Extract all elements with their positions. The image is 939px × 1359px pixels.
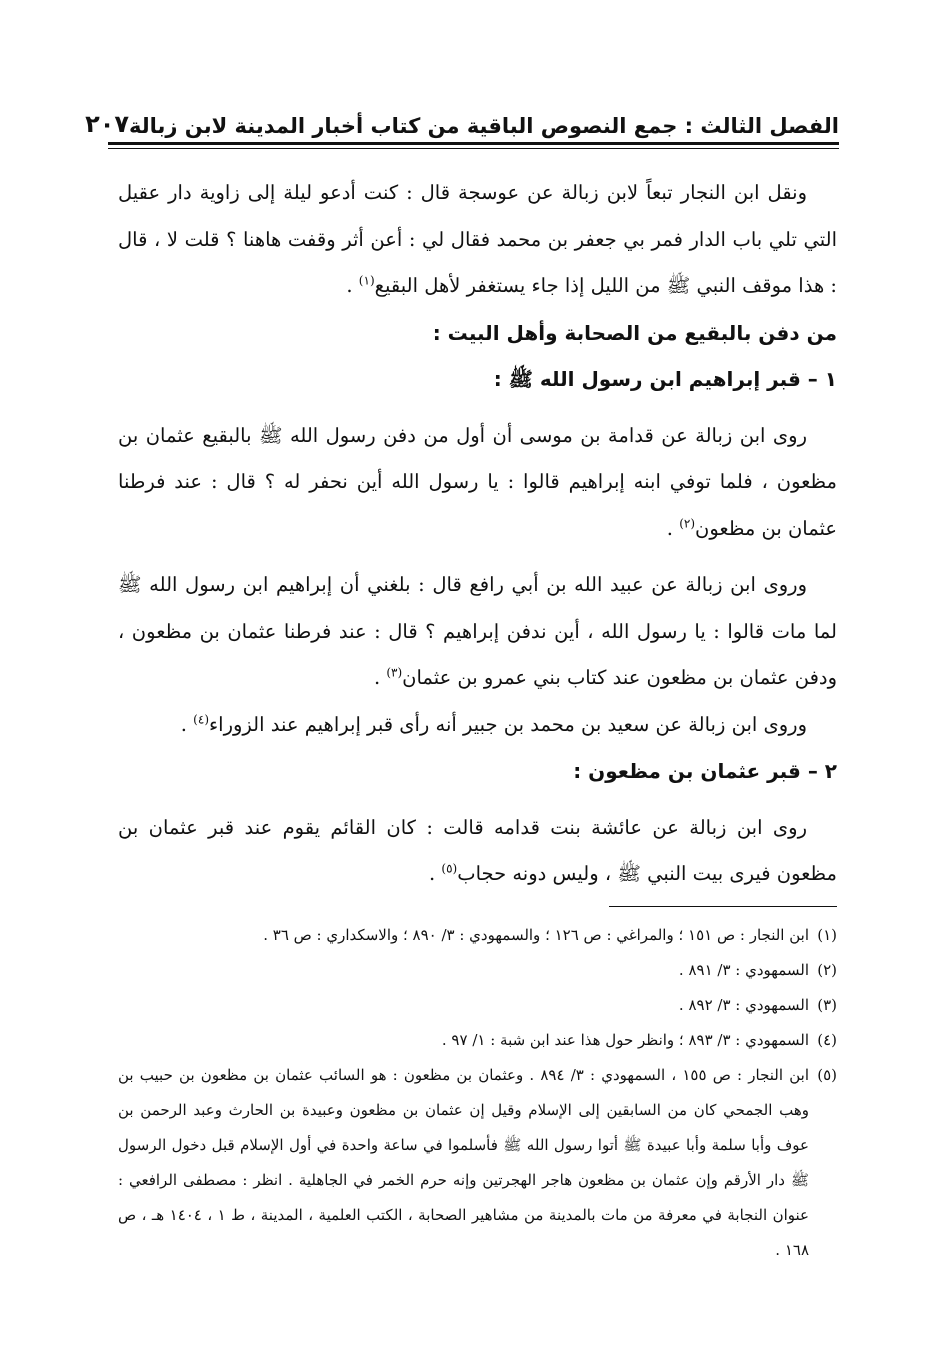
paragraph-end: . [428,862,442,885]
paragraph [118,170,837,310]
paragraph [118,413,837,553]
footnote-ref: (٥) [441,861,458,876]
footnote-text: السمهودي : ٣/ ٨٩١ . [678,961,809,979]
header-rule-thin [108,148,839,149]
footnote [118,988,837,1023]
subsection-title: ٢ – قبر عثمان بن مظعون : [573,759,837,783]
footnote-number: (٢) [817,961,837,979]
page-number: ٢٠٧ [85,110,130,138]
paragraph-end: . [666,516,680,540]
paragraph-end: . [346,274,359,297]
running-header [85,98,839,138]
footnote [118,918,837,953]
footnote-text: السمهودي : ٣/ ٨٩٢ . [678,996,809,1014]
footnote-text: ابن النجار : ص ١٥١ ؛ والمراغي : ص ١٢٦ ؛ والسمهودي : ٣/ ٨٩٠ ؛ والاسكداري : ص ٣٦ . [263,926,809,944]
paragraph-text: روى ابن زبالة عن عائشة بنت قدامه قالت : كان القائم يقوم عند قبر عثمان بن مظعون فيرى بيت النبي ﷺ ، وليس دونه حجاب [118,815,837,885]
paragraph-text: وروى ابن زبالة عن عبيد الله بن أبي رافع قال : بلغني أن إبراهيم ابن رسول الله ﷺ لما مات قالوا : يا رسول الله ، أين ندفن إبراهيم ؟ قال : عند فرطنا عثمان بن مظعون ، ودفن عثمان بن مظعون عند كتاب بني عمرو بن عثمان [118,573,837,689]
footnotes [118,918,837,1268]
section-heading: من دفن بالبقيع من الصحابة وأهل البيت : [432,320,837,345]
footnote-number: (١) [817,926,837,944]
footnote-number: (٥) [817,1066,837,1084]
paragraph [118,562,837,702]
footnote-separator [609,906,837,907]
main-text [118,170,837,898]
paragraph-text: روى ابن زبالة عن قدامة بن موسى أن أول من دفن رسول الله ﷺ بالبقيع عثمان بن مظعون ، فلما توفي ابنه إبراهيم قالوا : يا رسول الله أين نحفر له ؟ قال : عند فرطنا عثمان بن مظعون [118,423,837,540]
paragraph [118,702,837,749]
subsection-title: ١ – قبر إبراهيم ابن رسول الله ﷺ : [493,367,837,391]
footnote-ref: (٣) [386,665,403,680]
header-rule-thick [108,142,839,145]
footnote-number: (٤) [817,1031,837,1049]
paragraph-end: . [180,712,194,736]
chapter-title: الفصل الثالث : جمع النصوص الباقية من كتاب أخبار المدينة لابن زبالة [129,114,839,138]
footnote [118,953,837,988]
footnote-ref: (٢) [679,516,696,530]
footnote-ref: (١) [358,273,375,288]
footnote-text: السمهودي : ٣/ ٨٩٣ ؛ وانظر حول هذا عند ابن شبة : ١/ ٩٧ . [441,1031,809,1049]
footnote-text: ابن النجار : ص ١٥٥ ، السمهودي : ٣/ ٨٩٤ . وعثمان بن مظعون : هو السائب عثمان بن مظعون بن حبيب بن وهب الجمحي كان من السابقين إلى الإسلام وقيل إن عثمان بن مظعون وعبيدة بن الحارث وعبد الرحمن بن عوف وأبا سلمة وأبا عبيدة ﷺ أتوا رسول الله ﷺ فأسلموا في ساعة واحدة في أول الإسلام قبل دخول الرسول ﷺ دار الأرقم وإن عثمان بن مظعون هاجر الهجرتين وإنه حرم الخمر في الجاهلية . انظر : مصطفى الرافعي : عنوان النجابة في معرفة من مات بالمدينة من مشاهير الصحابة ، الكتب العلمية ، المدينة ، ط ١ ، ١٤٠٤ هـ ، ص ١٦٨ . [118,1066,809,1259]
footnote-number: (٣) [817,996,837,1014]
paragraph [118,805,837,898]
paragraph-end: . [373,666,387,689]
footnote-ref: (٤) [193,712,209,726]
footnote [118,1023,837,1058]
footnote [118,1058,837,1268]
paragraph-text: ونقل ابن النجار تبعاً لابن زبالة عن عوسجة قال : كنت أدعو ليلة إلى زاوية دار عقيل التي تلي باب الدار فمر بي جعفر بن محمد فقال لي : أعن أثر وقفت هاهنا ؟ قلت لا ، قال : هذا موقف النبي ﷺ من الليل إذا جاء يستغفر لأهل البقيع [118,181,837,297]
paragraph-text: وروى ابن زبالة عن سعيد بن محمد بن جبير أنه رأى قبر إبراهيم عند الزوراء [209,712,807,736]
